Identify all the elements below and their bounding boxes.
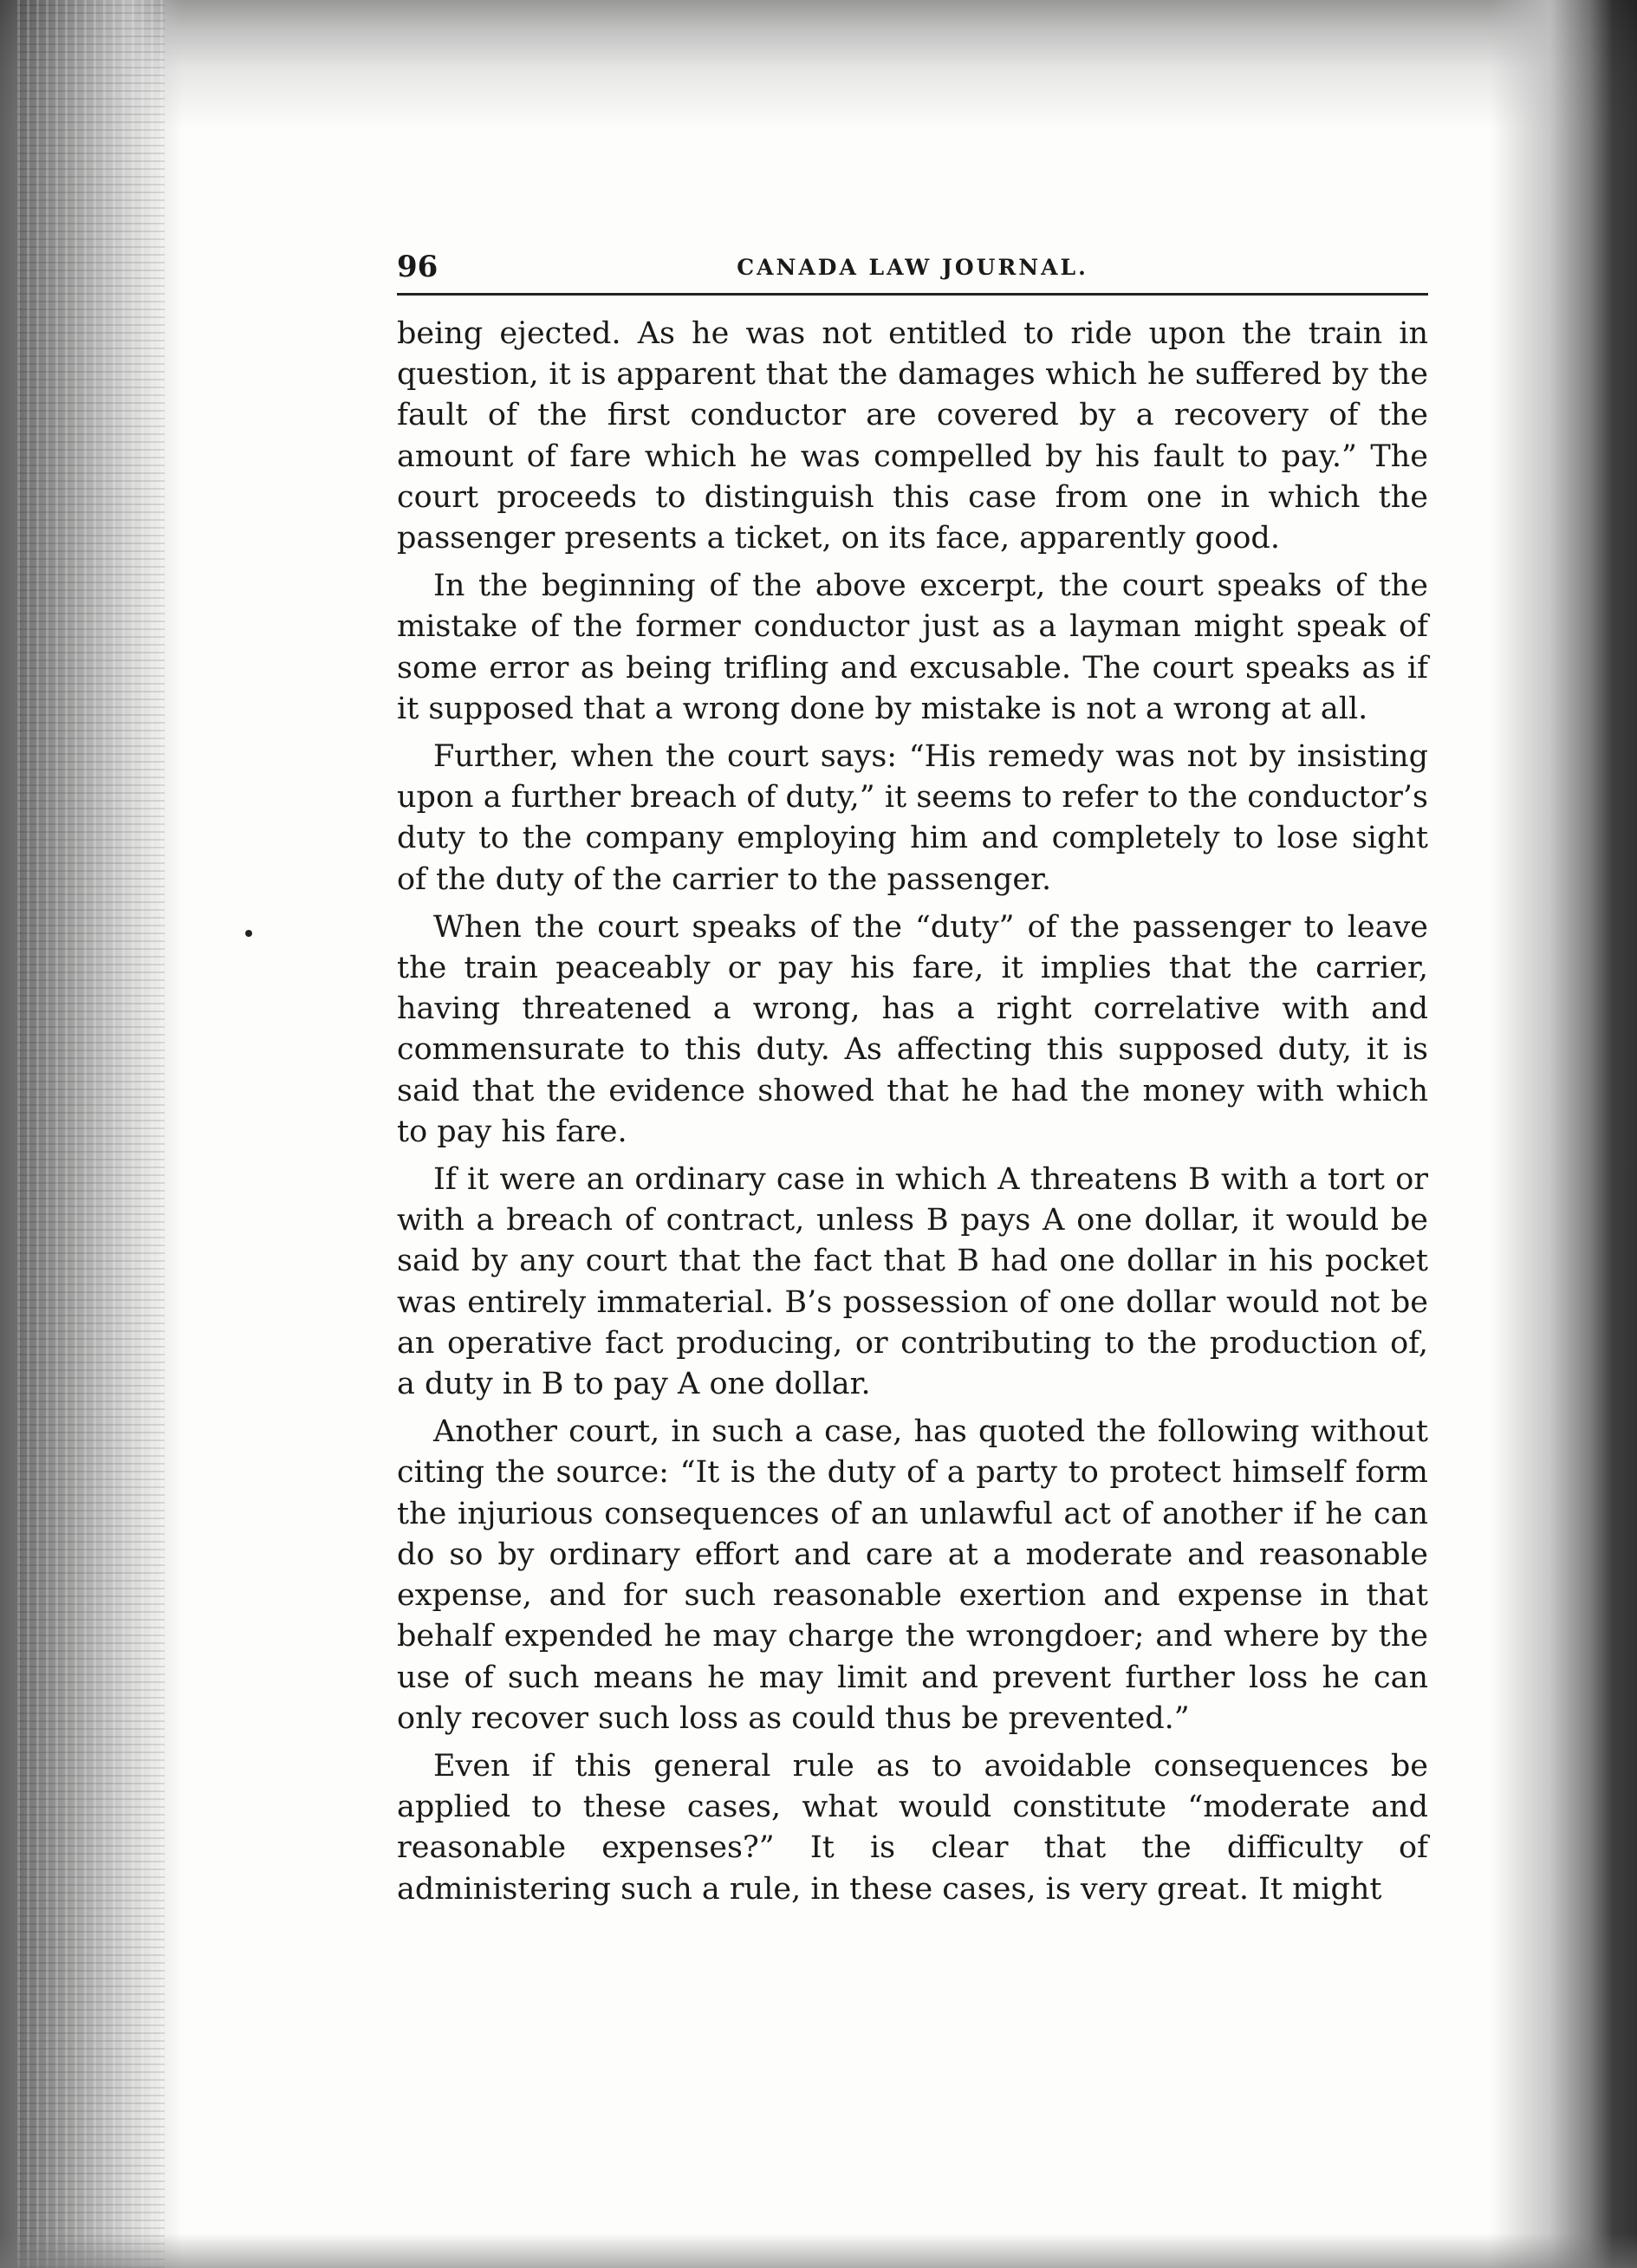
body-text xyxy=(397,314,1428,1910)
running-head xyxy=(397,248,1428,296)
paragraph-7: Even if this general rule as to avoidable consequences be applied to these cases, what would constitute “moderate and reasonable expenses?” It is clear that the difficulty of administering such a rule, in these cases, is very great. It might xyxy=(397,1748,1428,1907)
page xyxy=(397,248,1428,1917)
paragraph-5: If it were an ordinary case in which A threatens B with a tort or with a breach of contract, unless B pays A one dollar, it would be said by any court that the fact that B had one dollar in his pocket was entirely immaterial. B’s possession of one dollar would not be an operative fact producing, or contributing to the production of, a duty in B to pay A one dollar. xyxy=(397,1162,1428,1402)
journal-title: CANADA LAW JOURNAL. xyxy=(737,255,1088,280)
paragraph-2: In the beginning of the above excerpt, the court speaks of the mistake of the former conductor just as a layman might speak of some error as being trifling and excusable. The court speaks as if it supposed that a wrong done by mistake is not a wrong at all. xyxy=(397,569,1428,726)
paragraph-3: Further, when the court says: “His remedy was not by insisting upon a further breach of duty,” it seems to refer to the conductor’s duty to the company employing him and completely to lose sight of the duty of the carrier to the passenger. xyxy=(397,739,1428,897)
scan-edge-bottom xyxy=(0,2233,1637,2268)
paragraph-4: When the court speaks of the “duty” of the passenger to leave the train peaceably or pay his fare, it implies that the carrier, having threatened a wrong, has a right correlative with and commensurate to this duty. As affecting this supposed duty, it is said that the evidence showed that he had the money with which to pay his fare. xyxy=(397,909,1428,1149)
scan-edge-left-texture xyxy=(17,0,165,2268)
stray-ink-dot xyxy=(245,930,252,937)
paragraph-6: Another court, in such a case, has quoted the following without citing the source: “It is the duty of a party to protect himself form the injurious consequences of an unlawful act of another if he can do so by ordinary effort and care at a moderate and reasonable expense, and for such reasonable exertion and expense in that behalf expended he may charge the wrongdoer; and where by the use of such means he may limit and prevent further loss he can only recover such loss as could thus be prevented.” xyxy=(397,1414,1428,1736)
paragraph-1: being ejected. As he was not entitled to ride upon the train in question, it is apparent that the damages which he suffered by the fault of the first conductor are covered by a recovery of the amount of fare which he was compelled by his fault to pay.” The court proceeds to distinguish this case from one in which the passenger presents a ticket, on its face, apparently good. xyxy=(397,316,1428,556)
scan-edge-top xyxy=(0,0,1637,130)
page-number: 96 xyxy=(397,250,438,284)
scan-edge-right xyxy=(1490,0,1637,2268)
